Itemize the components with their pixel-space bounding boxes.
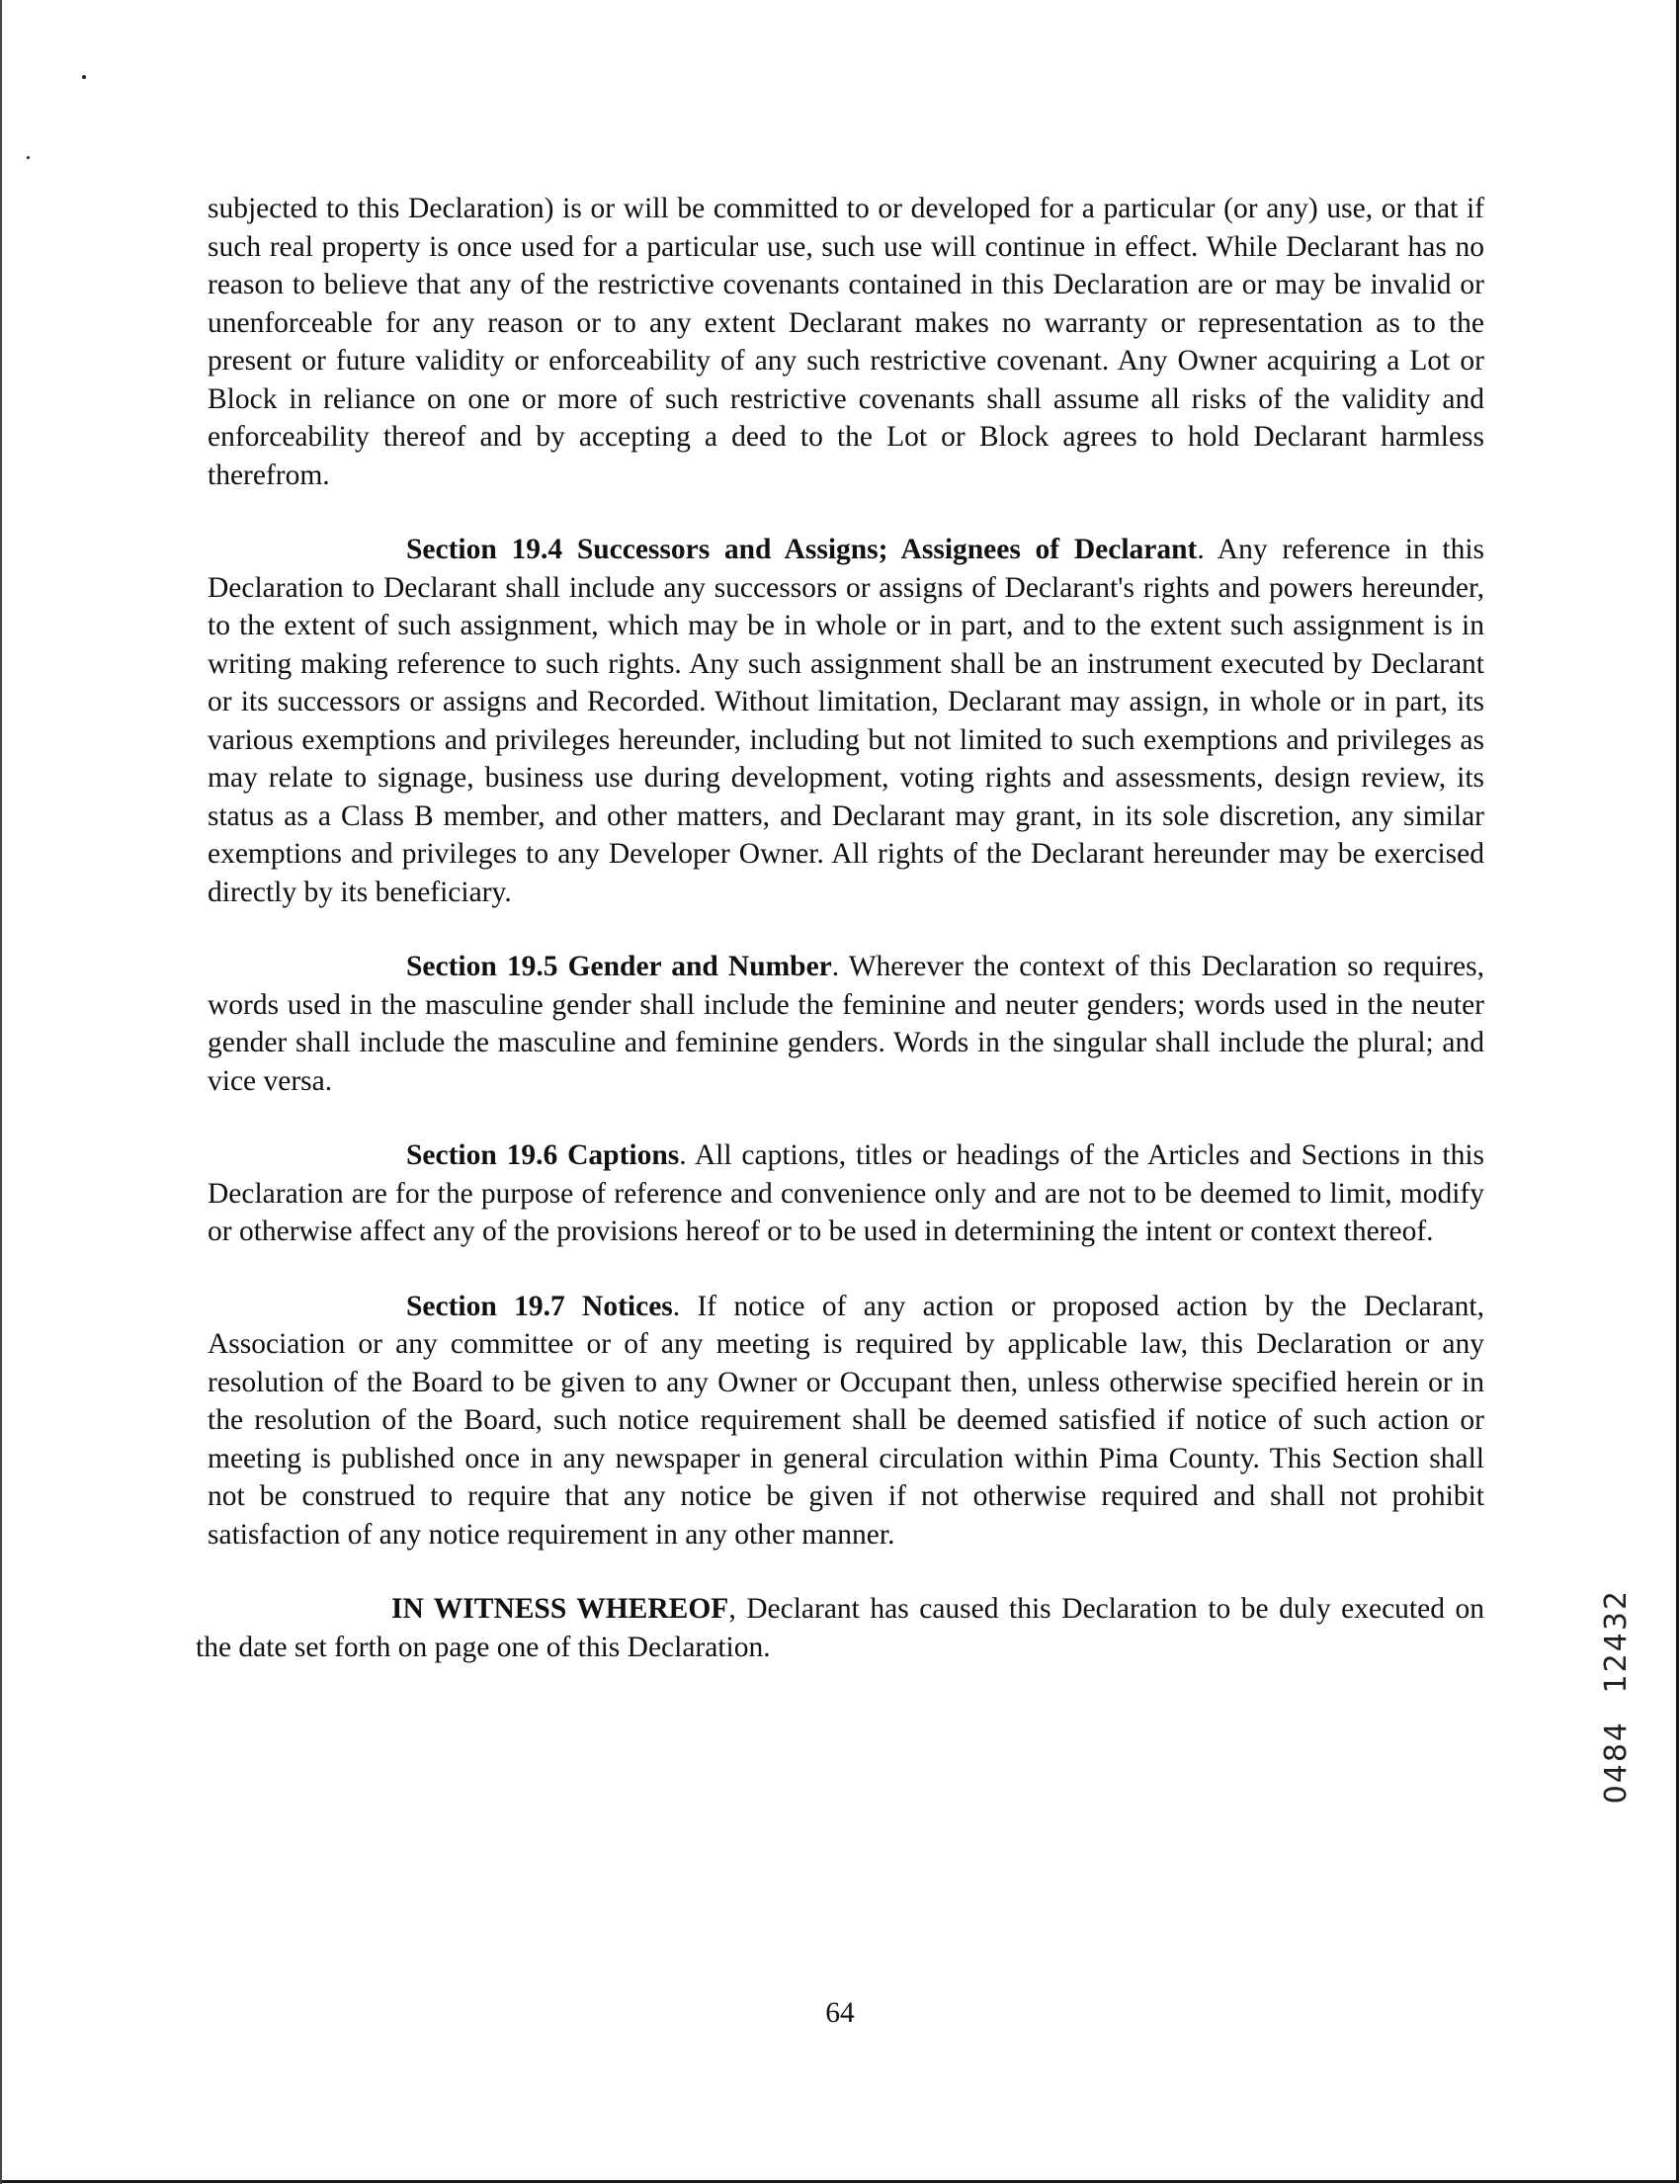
recording-page: 0484	[1599, 1721, 1634, 1805]
section-19-4	[208, 531, 1484, 911]
section-heading: Section 19.6 Captions	[406, 1139, 680, 1171]
scan-speck	[27, 156, 30, 159]
document-body	[196, 190, 1485, 1703]
paragraph-restrictive-covenants	[208, 190, 1484, 494]
page-number: 64	[825, 1997, 855, 2029]
witness-clause	[196, 1590, 1484, 1666]
section-19-5	[208, 948, 1484, 1100]
paragraph-text: subjected to this Declaration) is or will be committed to or developed for a particular (or any) use, or that if such real property is once used for a particular use, such use will continue in effect. While Declarant has no reason to believe that any of the restrictive covenants contained in this Declaration are or may be invalid or unenforceable for any reason or to any extent Declarant makes no warranty or representation as to the present or future validity or enforceability of any such restrictive covenant. Any Owner acquiring a Lot or Block in reliance on one or more of such restrictive covenants shall assume all risks of the validity and enforceability thereof and by accepting a deed to the Lot or Block agrees to hold Declarant harmless therefrom.	[208, 193, 1484, 491]
section-text: . All captions, titles or headings of the Articles and Sections in this Declaration are for the purpose of reference and convenience only and are not to be deemed to limit, modify or otherwise affect any of the provisions hereof or to be used in determining the intent or context thereof.	[208, 1139, 1485, 1247]
section-heading: Section 19.5 Gender and Number	[406, 951, 832, 982]
scan-edge	[0, 0, 2, 2184]
witness-text: , Declarant has caused this Declaration to be duly executed on the date set forth on page one of this Declaration.	[196, 1593, 1484, 1663]
section-heading: Section 19.7 Notices	[406, 1290, 673, 1322]
section-text: . Any reference in this Declaration to Declarant shall include any successors or assigns of Declarant's rights and powers hereunder, to the extent of such assignment, which may be in whole or in part, and to the extent such assignment is in writing making reference to such rights. Any such assignment shall be an instrument executed by Declarant or its successors or assigns and Recorded. Without limitation, Declarant may assign, in whole or in part, its various exemptions and privileges hereunder, including but not limited to such exemptions and privileges as may relate to signage, business use during development, voting rights and assessments, design review, its status as a Class B member, and other matters, and Declarant may grant, in its sole discretion, any similar exemptions and privileges to any Developer Owner. All rights of the Declarant hereunder may be exercised directly by its beneficiary.	[208, 534, 1484, 908]
section-19-6	[208, 1136, 1484, 1251]
recording-number	[1597, 1589, 1637, 1805]
section-text: . Wherever the context of this Declaration so requires, words used in the masculine gender shall include the feminine and neuter genders; words used in the neuter gender shall include the masculine and feminine genders. Words in the singular shall include the plural; and vice versa.	[208, 951, 1484, 1097]
section-19-7	[208, 1288, 1484, 1554]
recording-docket: 12432	[1599, 1589, 1634, 1694]
witness-heading: IN WITNESS WHEREOF	[391, 1593, 729, 1625]
section-heading: Section 19.4 Successors and Assigns; Assignees of Declarant	[406, 534, 1198, 565]
scan-speck	[82, 75, 86, 79]
section-text: . If notice of any action or proposed action by the Declarant, Association or any committee or of any meeting is required by applicable law, this Declaration or any resolution of the Board to be given to any Owner or Occupant then, unless otherwise specified herein or in the resolution of the Board, such notice requirement shall be deemed satisfied if notice of such action or meeting is published once in any newspaper in general circulation within Pima County. This Section shall not be construed to require that any notice be given if not otherwise required and shall not prohibit satisfaction of any notice requirement in any other manner.	[208, 1290, 1484, 1551]
